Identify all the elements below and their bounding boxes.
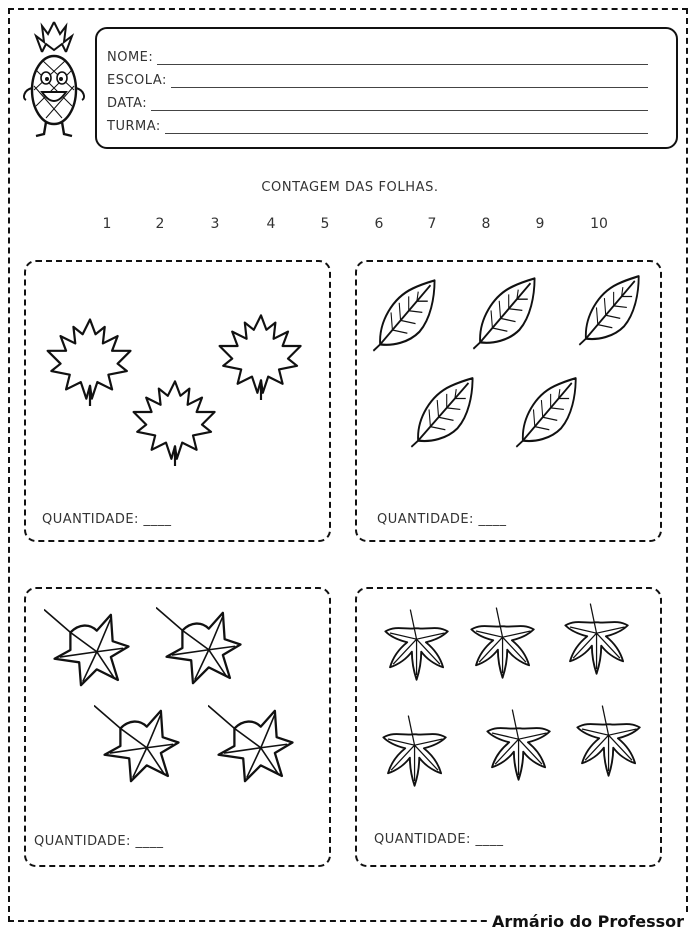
maple-leaf-icon bbox=[216, 310, 306, 400]
page-border-right bbox=[686, 8, 688, 922]
school-field-row[interactable] bbox=[107, 65, 666, 88]
field-label: ESCOLA: bbox=[107, 73, 167, 88]
maple-leaf-icon bbox=[44, 314, 136, 406]
sweetgum-leaf-icon bbox=[462, 602, 540, 688]
class-field-line[interactable] bbox=[165, 119, 648, 134]
field-label: NOME: bbox=[107, 50, 154, 65]
number-7: 7 bbox=[427, 216, 437, 232]
number-5: 5 bbox=[320, 216, 330, 232]
number-10: 10 bbox=[590, 216, 608, 232]
ovate-leaf-icon bbox=[410, 372, 478, 450]
ivy-leaf-icon bbox=[44, 606, 132, 694]
sweetgum-leaf-icon bbox=[568, 700, 646, 786]
ivy-leaf-icon bbox=[208, 702, 296, 790]
number-8: 8 bbox=[481, 216, 491, 232]
school-field-line[interactable] bbox=[171, 73, 648, 88]
name-field-line[interactable] bbox=[157, 50, 648, 65]
quantity-answer-field[interactable]: QUANTIDADE: ____ bbox=[374, 832, 504, 847]
quantity-answer-field[interactable]: QUANTIDADE: ____ bbox=[42, 512, 172, 527]
class-field-row[interactable] bbox=[107, 111, 666, 134]
field-label: DATA: bbox=[107, 96, 148, 111]
number-2: 2 bbox=[155, 216, 165, 232]
number-4: 4 bbox=[266, 216, 276, 232]
ovate-leaf-icon bbox=[372, 274, 440, 354]
number-6: 6 bbox=[374, 216, 384, 232]
pineapple-mascot-icon bbox=[18, 18, 90, 142]
worksheet-title: CONTAGEM DAS FOLHAS. bbox=[261, 180, 439, 195]
sweetgum-leaf-icon bbox=[376, 604, 454, 690]
quantity-answer-field[interactable]: QUANTIDADE: ____ bbox=[34, 834, 164, 849]
sweetgum-leaf-icon bbox=[478, 704, 556, 790]
name-field-row[interactable] bbox=[107, 42, 666, 65]
ivy-leaf-icon bbox=[94, 702, 182, 790]
number-3: 3 bbox=[210, 216, 220, 232]
student-info-box bbox=[95, 27, 678, 149]
date-field-row[interactable] bbox=[107, 88, 666, 111]
number-1: 1 bbox=[102, 216, 112, 232]
ovate-leaf-icon bbox=[472, 272, 540, 352]
field-label: TURMA: bbox=[107, 119, 161, 134]
sweetgum-leaf-icon bbox=[556, 598, 634, 684]
footer-brand: Armário do Professor bbox=[488, 912, 688, 931]
date-field-line[interactable] bbox=[151, 96, 648, 111]
ivy-leaf-icon bbox=[156, 604, 244, 692]
ovate-leaf-icon bbox=[578, 270, 644, 348]
quantity-answer-field[interactable]: QUANTIDADE: ____ bbox=[377, 512, 507, 527]
number-9: 9 bbox=[535, 216, 545, 232]
maple-leaf-icon bbox=[130, 376, 220, 466]
sweetgum-leaf-icon bbox=[374, 710, 452, 796]
ovate-leaf-icon bbox=[515, 372, 581, 450]
